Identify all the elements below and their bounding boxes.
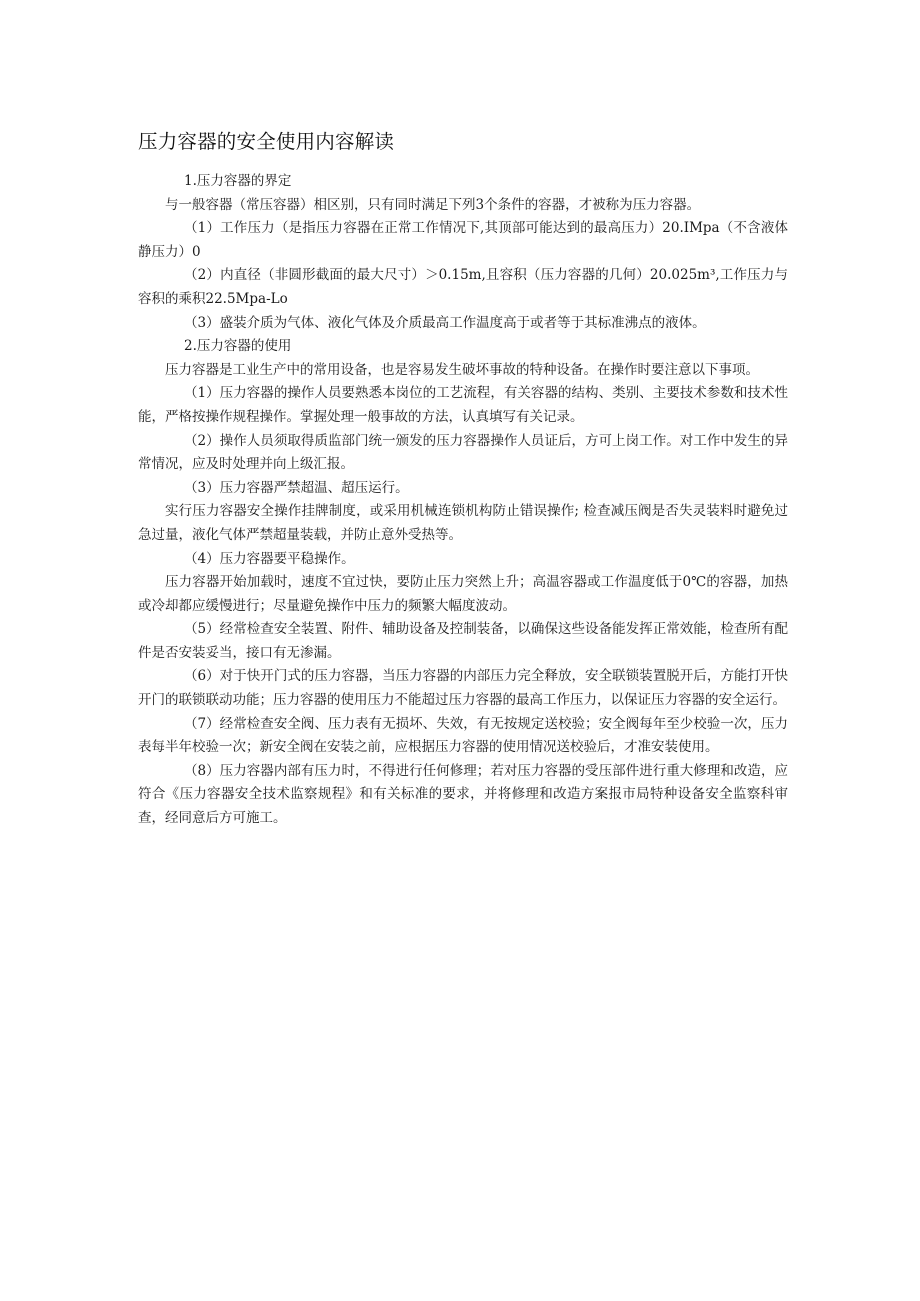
paragraph: 与一般容器（常压容器）相区别，只有同时满足下列3个条件的容器，才被称为压力容器。 [165, 196, 701, 213]
list-item: （1）压力容器的操作人员要熟悉本岗位的工艺流程，有关容器的结构、类别、主要技术参数和技术性能，严格按操作规程操作。掌握处理一般事故的方法，认真填写有关记录。 [138, 385, 788, 425]
list-item: （7）经常检查安全阀、压力表有无损坏、失效，有无按规定送校验；安全阀每年至少校验一次，压力表每半年校验一次；新安全阀在安装之前，应根据压力容器的使用情况送校验后，才准安装使用。 [138, 715, 788, 756]
section-heading-definition: 1.压力容器的界定 [184, 173, 292, 189]
paragraph: 实行压力容器安全操作挂牌制度，或采用机械连锁机构防止错误操作; 检查减压阀是否失灵装料时避免过急过量，液化气体严禁超量装载，并防止意外受热等。 [138, 503, 788, 543]
list-item: （2）内直径（非圆形截面的最大尺寸）＞0.15m,且容积（压力容器的几何）20.025m³,工作压力与容积的乘积22.5Mpa-Lo [138, 267, 788, 307]
list-item: （4）压力容器要平稳操作。 [184, 550, 355, 567]
paragraph: 压力容器是工业生产中的常用设备，也是容易发生破坏事故的特种设备。在操作时要注意以下事项。 [165, 361, 759, 378]
list-item: （8）压力容器内部有压力时，不得进行任何修理；若对压力容器的受压部件进行重大修理和改造，应符合《压力容器安全技术监察规程》和有关标准的要求，并将修理和改造方案报市局特种设备安全监察科审查，经同意后方可施工。 [138, 762, 788, 827]
paragraph: 压力容器开始加载时，速度不宜过快，要防止压力突然上升；高温容器或工作温度低于0℃的容器，加热或冷却都应缓慢进行；尽量避免操作中压力的频繁大幅度波动。 [138, 574, 788, 614]
list-item: （3）压力容器严禁超温、超压运行。 [184, 479, 409, 496]
list-item: （3）盛装介质为气体、液化气体及介质最高工作温度高于或者等于其标准沸点的液体。 [184, 314, 706, 331]
list-item: （6）对于快开门式的压力容器，当压力容器的内部压力完全释放，安全联锁装置脱开后，方能打开快开门的联锁联动功能；压力容器的使用压力不能超过压力容器的最高工作压力，以保证压力容器的安全运行。 [138, 668, 788, 709]
list-item: （1）工作压力（是指压力容器在正常工作情况下,其顶部可能达到的最高压力）20.IMpa（不含液体静压力）0 [138, 220, 788, 260]
document-title: 压力容器的安全使用内容解读 [138, 130, 395, 153]
list-item: （5）经常检查安全装置、附件、辅助设备及控制装备，以确保这些设备能发挥正常效能，检查所有配件是否安装妥当，接口有无渗漏。 [138, 621, 788, 661]
list-item: （2）操作人员须取得质监部门统一颁发的压力容器操作人员证后，方可上岗工作。对工作中发生的异常情况，应及时处理并向上级汇报。 [138, 432, 788, 473]
section-heading-usage: 2.压力容器的使用 [184, 338, 292, 355]
document-body [138, 128, 788, 831]
